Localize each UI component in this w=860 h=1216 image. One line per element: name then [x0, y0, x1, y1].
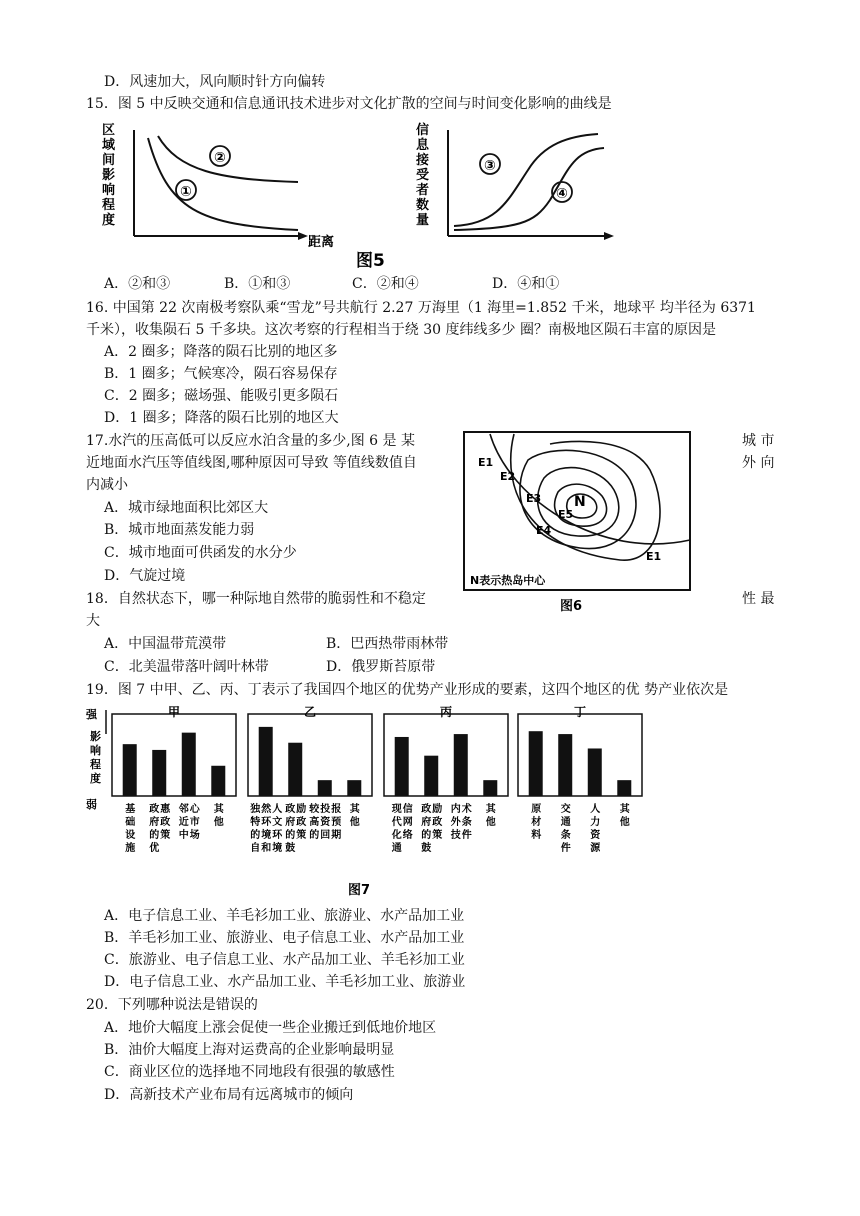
curve-label-3: ③	[484, 158, 496, 174]
category-label: 其他	[619, 804, 630, 828]
q18-option-c: C．北美温带落叶阔叶林带	[104, 659, 269, 675]
panel-title: 丁	[574, 705, 587, 719]
contour-label-e2: E2	[500, 470, 516, 483]
figure-5-left-plot	[102, 122, 334, 250]
category-label: 基础设施	[125, 804, 136, 854]
q20-option-c: C．商业区位的选择地不同地段有很强的敏感性	[104, 1064, 395, 1080]
bar	[123, 744, 137, 796]
figure-7-y-axis	[86, 707, 106, 811]
figure-5-right-plot	[415, 122, 614, 240]
figure-5-caption: 图5	[356, 251, 385, 270]
bar-panel-4	[518, 705, 642, 854]
q20-option-a: A．地价大幅度上涨会促使一些企业搬迁到低地价地区	[104, 1020, 437, 1036]
contour-label-e4: E4	[536, 524, 552, 537]
curve-label-4: ④	[556, 186, 568, 202]
q19-option-a: A．电子信息工业、羊毛衫加工业、旅游业、水产品加工业	[104, 908, 465, 924]
bar	[454, 734, 468, 796]
category-label: 原材料	[531, 804, 542, 841]
q19-option-c: C．旅游业、电子信息工业、水产品加工业、羊毛衫加工业	[104, 952, 465, 968]
curve-4	[454, 148, 604, 230]
q18-stem-line1-right: 性 最	[742, 591, 775, 607]
q17-option-c: C．城市地面可供函发的水分少	[104, 545, 297, 561]
y-axis-label-char: 度	[90, 772, 101, 785]
category-label: 内外技术条件	[450, 804, 472, 841]
q18-option-d: D．俄罗斯苔原带	[326, 659, 436, 675]
curve-label-2: ②	[214, 150, 226, 166]
q15-option-a: A．②和③	[104, 276, 171, 292]
q15-stem: 15．图 5 中反映交通和信息通讯技术进步对文化扩散的空间与时间变化影响的曲线是	[86, 96, 612, 112]
y-axis-weak-label: 弱	[86, 798, 97, 811]
q16-option-b: B．1 圈多；气候寒冷，陨石容易保存	[104, 366, 338, 382]
q17-option-d: D．气旋过境	[104, 568, 186, 584]
q16-option-c: C．2 圈多；磁场强、能吸引更多陨石	[104, 388, 339, 404]
q15-option-d: D．④和①	[492, 276, 560, 292]
heat-island-center: N	[574, 494, 586, 510]
q16-option-a: A．2 圈多；降落的陨石比别的地区多	[104, 344, 338, 360]
bar-panel-1	[112, 705, 236, 854]
category-label: 政府的优惠政策	[149, 804, 171, 854]
panel-title: 乙	[304, 705, 317, 719]
bar	[152, 750, 166, 796]
bar	[424, 756, 438, 796]
contour-label-e1-top: E1	[478, 456, 494, 469]
category-label: 政府的鼓励政策	[421, 804, 443, 854]
category-label: 现代化通信网络	[391, 804, 413, 854]
q18-option-a: A．中国温带荒漠带	[104, 636, 227, 652]
q17-stem-line2-right: 外 向	[742, 455, 775, 471]
bar	[483, 780, 497, 796]
bar-panel-2	[248, 705, 372, 854]
left-x-axis-label: 距离	[308, 235, 335, 250]
bar	[529, 731, 543, 796]
q18-stem-line2: 大	[86, 613, 100, 629]
curve-2	[158, 136, 298, 182]
category-label: 其他	[349, 804, 360, 828]
q17-option-b: B．城市地面蒸发能力弱	[104, 522, 255, 538]
left-y-axis-label: 区域间影响程度	[102, 123, 116, 228]
bar	[588, 748, 602, 796]
y-axis-strong-label: 强	[86, 708, 97, 721]
bar	[211, 766, 225, 796]
panel-title: 甲	[168, 705, 181, 719]
curve-label-1: ①	[180, 184, 192, 200]
q15-option-c: C．②和④	[352, 276, 419, 292]
bar	[347, 780, 361, 796]
contour-label-e3: E3	[526, 492, 542, 505]
q17-option-a: A．城市绿地面积比郊区大	[104, 500, 269, 516]
q18-stem-line1: 18．自然状态下，哪一种际地自然带的脆弱性和不稳定	[86, 591, 426, 607]
y-axis-label-char: 响	[90, 744, 101, 757]
contour-label-e5: E5	[558, 508, 574, 521]
category-label: 较高的投资回报预期	[309, 804, 342, 841]
figure-6	[460, 430, 696, 616]
q16-stem-line1: 16. 中国第 22 次南极考察队乘“雪龙”号共航行 2.27 万海里（1 海里=1.852 千米，地球平 均半径为 6371	[86, 300, 756, 316]
q16-option-d: D．1 圈多；降落的陨石比别的地区大	[104, 410, 339, 426]
category-label: 独特的自然环境和人文环境	[250, 804, 283, 854]
figure-6-caption: 图6	[560, 599, 583, 614]
curve-3	[454, 134, 598, 226]
figure-7	[86, 704, 776, 900]
category-label: 交通条件	[560, 804, 571, 854]
panel-title: 丙	[440, 705, 453, 719]
category-label: 政府的鼓励政策	[285, 804, 307, 854]
q19-option-b: B．羊毛衫加工业、旅游业、电子信息工业、水产品加工业	[104, 930, 465, 946]
y-axis-label-char: 程	[90, 758, 101, 771]
bar-panel-3	[384, 704, 508, 854]
q20-option-d: D．高新技术产业布局有远离城市的倾向	[104, 1087, 354, 1103]
q17-stem-line2: 近地面水汽压等值线图,哪种原因可导致 等值线数值自	[86, 455, 417, 471]
q19-stem: 19．图 7 中甲、乙、丙、丁表示了我国四个地区的优势产业形成的要素，这四个地区的优 势产业依次是	[86, 682, 729, 698]
category-label: 人力资源	[590, 804, 601, 854]
bar	[318, 780, 332, 796]
q20-stem: 20．下列哪种说法是错误的	[86, 997, 258, 1013]
bar	[617, 780, 631, 796]
contour-label-e1-bottom: E1	[646, 550, 662, 563]
bar	[182, 733, 196, 796]
q14-option-d: D．风速加大，风向顺时针方向偏转	[104, 74, 326, 90]
q15-option-b: B．①和③	[224, 276, 291, 292]
bar	[395, 737, 409, 796]
right-y-axis-label: 信息接受者数量	[416, 123, 430, 228]
bar	[259, 727, 273, 796]
figure-6-legend: N表示热岛中心	[470, 574, 546, 587]
figure-7-caption: 图7	[348, 883, 371, 898]
q17-stem-line3: 内减小	[86, 477, 128, 493]
q17-stem-line1: 17.水汽的压高低可以反应水泊含量的多少,图 6 是 某	[86, 433, 415, 449]
y-axis-label-char: 影	[90, 730, 101, 743]
figure-5	[98, 120, 618, 270]
q17-stem-line1-right: 城 市	[742, 433, 775, 449]
q20-option-b: B．油价大幅度上海对运费高的企业影响最明显	[104, 1042, 395, 1058]
category-label: 邻近中心市场	[178, 804, 200, 841]
category-label: 其他	[213, 804, 224, 828]
q16-stem-line2: 千米），收集陨石 5 千多块。这次考察的行程相当于绕 30 度纬线多少 圈？南极地区陨石丰富的原因是	[86, 322, 716, 338]
bar	[558, 734, 572, 796]
bar	[288, 743, 302, 796]
category-label: 其他	[485, 804, 496, 828]
q19-option-d: D．电子信息工业、水产品加工业、羊毛衫加工业、旅游业	[104, 974, 466, 990]
q18-option-b: B．巴西热带雨林带	[326, 636, 449, 652]
